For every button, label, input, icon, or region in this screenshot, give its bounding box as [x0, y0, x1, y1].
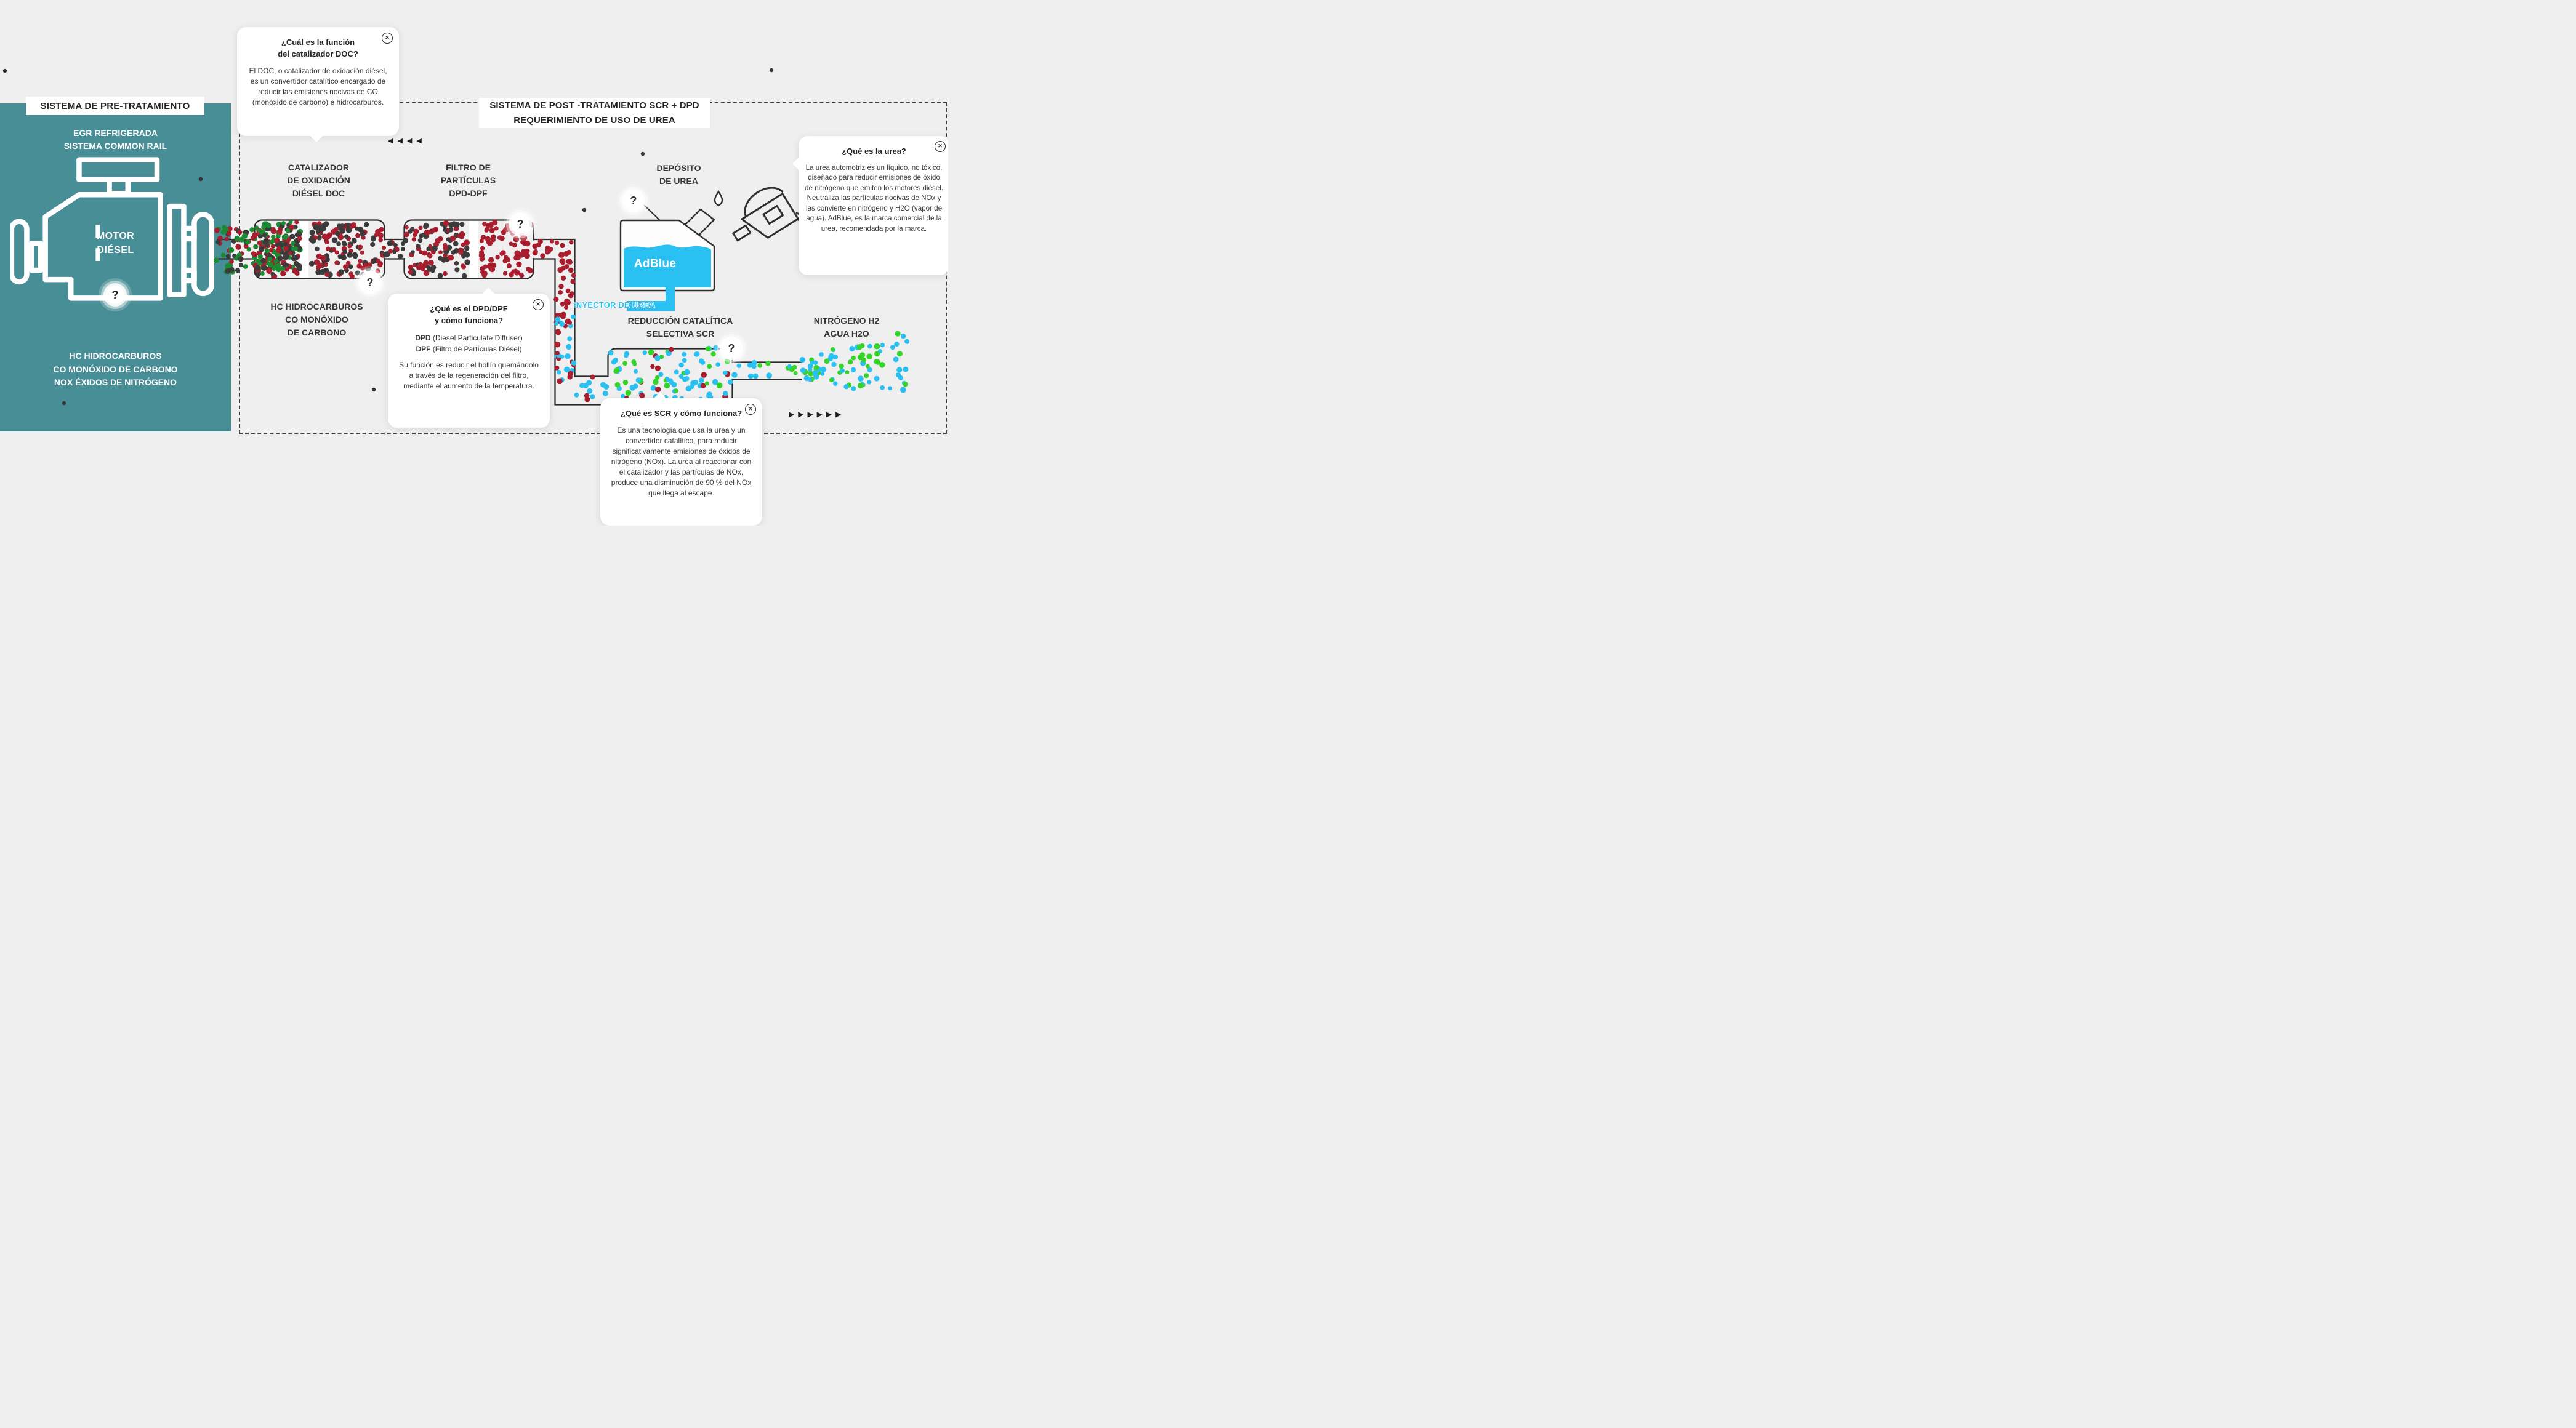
dpf-question-badge[interactable]: ? [511, 215, 529, 233]
doc-tooltip-body: El DOC, o catalizador de oxidación diésel, es un convertidor catalítico encargado de reducir las emisiones nocivas de CO (monóxido de carbono) e hidrocarburos. [249, 66, 387, 106]
motor-diesel-label: MOTOR DIÉSEL [96, 231, 135, 256]
scr-label: REDUCCIÓN CATALÍTICA SELECTIVA SCR [627, 316, 733, 339]
pre-treatment-title-text: SISTEMA DE PRE-TRATAMIENTO [40, 100, 190, 111]
urea-tank-label: DEPÓSITO DE UREA [656, 163, 701, 186]
scr-tooltip: ✕ ¿Qué es SCR y cómo funciona? Es una tecnología que usa la urea y un convertidor catalítico, para reducir significativamente emisiones de óxidos de nitrógeno (NOx). La urea al reaccionar con el catalizador y las partículas de NOx, produce una disminución de 90 % del NOx que llega al escape. [600, 398, 762, 526]
close-icon[interactable]: ✕ [935, 141, 946, 152]
egr-common-rail-label: EGR REFRIGERADA SISTEMA COMMON RAIL [63, 128, 167, 151]
doc-pollutants-label: HC HIDROCARBUROS CO MONÓXIDO DE CARBONO [270, 302, 363, 337]
urea-tooltip: ✕ ¿Qué es la urea? La urea automotriz es un líquido, no tóxico, diseñado para reducir emisiones de óxido de nitrógeno que emiten los motores diésel. Neutraliza las partículas nocivas de NOx y las convierte en nitrógeno y H2O (vapor de agua). AdBlue, es la marca comercial de la urea, recomendada por la marca. [799, 136, 948, 275]
tooltip-tail [481, 281, 495, 294]
dpd-definitions: DPD (Diesel Particulate Diffuser) DPF (Filtro de Partículas Diésel) [415, 333, 523, 353]
doc-label: CATALIZADOR DE OXIDACIÓN DIÉSEL DOC [287, 162, 350, 198]
doc-tooltip: ✕ ¿Cuál es la función del catalizador DOC? El DOC, o catalizador de oxidación diésel, es un convertidor catalítico encargado de reducir las emisiones nocivas de CO (monóxido de carbono) e hidrocarburos. [237, 27, 399, 136]
scr-tooltip-body: Es una tecnología que usa la urea y un convertidor catalítico, para reducir significativamente emisiones de óxidos de nitrógeno (NOx). La urea al reaccionar con el catalizador y las partículas de NOx, produce una disminución de 90 % del NOx que llega al escape. [611, 425, 752, 498]
dpf-label: FILTRO DE PARTÍCULAS DPD-DPF [440, 162, 496, 198]
close-icon[interactable]: ✕ [533, 299, 544, 310]
pre-pollutants-label: HC HIDROCARBUROS CO MONÓXIDO DE CARBONO NOX ÉXIDOS DE NITRÓGENO [53, 351, 178, 388]
flow-arrows-right: ▶▶▶▶▶▶ [789, 410, 845, 419]
adblue-label: AdBlue [634, 257, 677, 270]
urea-tooltip-body: La urea automotriz es un líquido, no tóxico, diseñado para reducir emisiones de óxido de nitrógeno que emiten los motores diésel. Neutraliza las partículas nocivas de NOx y las convierte en nitrógeno y H2O (vapor de agua). AdBlue, es la marca comercial de la urea, recomendada por la marca. [805, 163, 943, 233]
dpd-tooltip-body: Su función es reducir el hollín quemándolo a través de la regeneración del filtro, mediante el aumento de la temperatura. [399, 360, 539, 390]
close-icon[interactable]: ✕ [745, 404, 756, 415]
urea-tank-question-badge[interactable]: ? [624, 191, 643, 210]
dpd-dpf-tooltip: ✕ ¿Qué es el DPD/DPF y cómo funciona? DPD (Diesel Particulate Diffuser) DPF (Filtro de Partículas Diésel) Su función es reducir el hollín quemándolo a través de la regeneración del filtro, mediante el aumento de la temperatura. [388, 294, 550, 428]
engine-question-badge[interactable]: ? [106, 286, 124, 304]
close-icon[interactable]: ✕ [382, 33, 393, 44]
tooltip-tail [653, 385, 667, 399]
infographic-canvas [0, 0, 948, 526]
doc-question-badge[interactable]: ? [361, 273, 379, 292]
post-treatment-title: SISTEMA DE POST -TRATAMIENTO SCR + DPD REQUERIMIENTO DE USO DE UREA [479, 98, 710, 128]
scr-question-badge[interactable]: ? [722, 339, 741, 358]
urea-injector-label: INYECTOR DE UREA [574, 300, 656, 310]
flow-arrows-left: ◀◀◀◀ [388, 137, 426, 145]
output-gases-label: NITRÓGENO H2 AGUA H2O [813, 316, 880, 339]
urea-droplet-icon [715, 191, 722, 206]
tooltip-tail [310, 135, 323, 149]
tooltip-tail [786, 157, 799, 170]
pre-treatment-title [26, 97, 204, 115]
